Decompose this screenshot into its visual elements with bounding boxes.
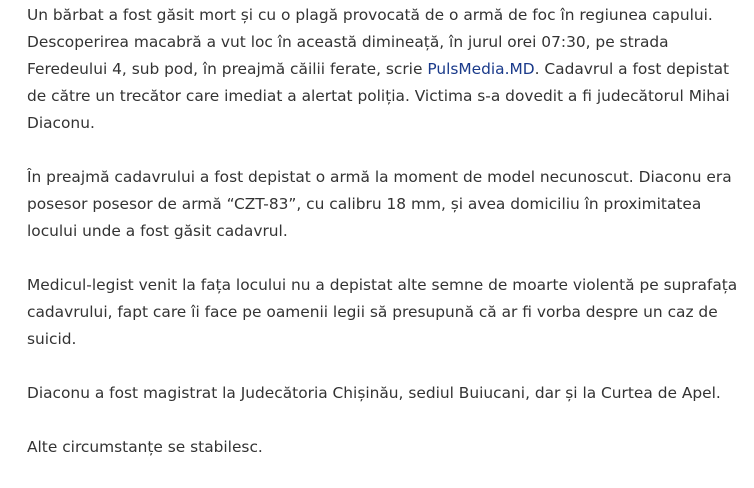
- paragraph-3: Medicul-legist venit la fața locului nu a depistat alte semne de moarte violentă pe suprafața cadavrului, fapt care îi face pe oamenii legii să presupună că ar fi vorba despre un caz de suicid.: [27, 276, 738, 348]
- paragraph-1: [27, 2, 739, 137]
- paragraph-2: În preajmă cadavrului a fost depistat o armă la moment de model necunoscut. Diaconu era posesor posesor de armă “CZT-83”, cu calibru 18 mm, și avea domiciliu în proximitatea locului unde a fost găsit cadavrul.: [27, 168, 732, 240]
- paragraph-1-text-start: Un bărbat a fost găsit mort și cu o plagă provocată de o armă de foc în regiunea capului. Descoperirea macabră a vut loc în această dimineață, în jurul orei 07:30, pe strada Feredeului 4, sub pod, în preajmă căilii ferate, scrie: [27, 6, 713, 78]
- paragraph-4: Diaconu a fost magistrat la Judecătoria Chișinău, sediul Buiucani, dar și la Curtea de Apel.: [27, 384, 721, 402]
- paragraph-1-text-end: . Cadavrul a fost depistat de către un trecător care imediat a alertat poliția. Victima s-a dovedit a fi judecătorul Mihai Diaconu.: [27, 60, 730, 132]
- pulsmedia-link[interactable]: PulsMedia.MD: [427, 60, 535, 78]
- paragraph-5: Alte circumstanțe se stabilesc.: [27, 438, 263, 456]
- article-body: [27, 2, 739, 488]
